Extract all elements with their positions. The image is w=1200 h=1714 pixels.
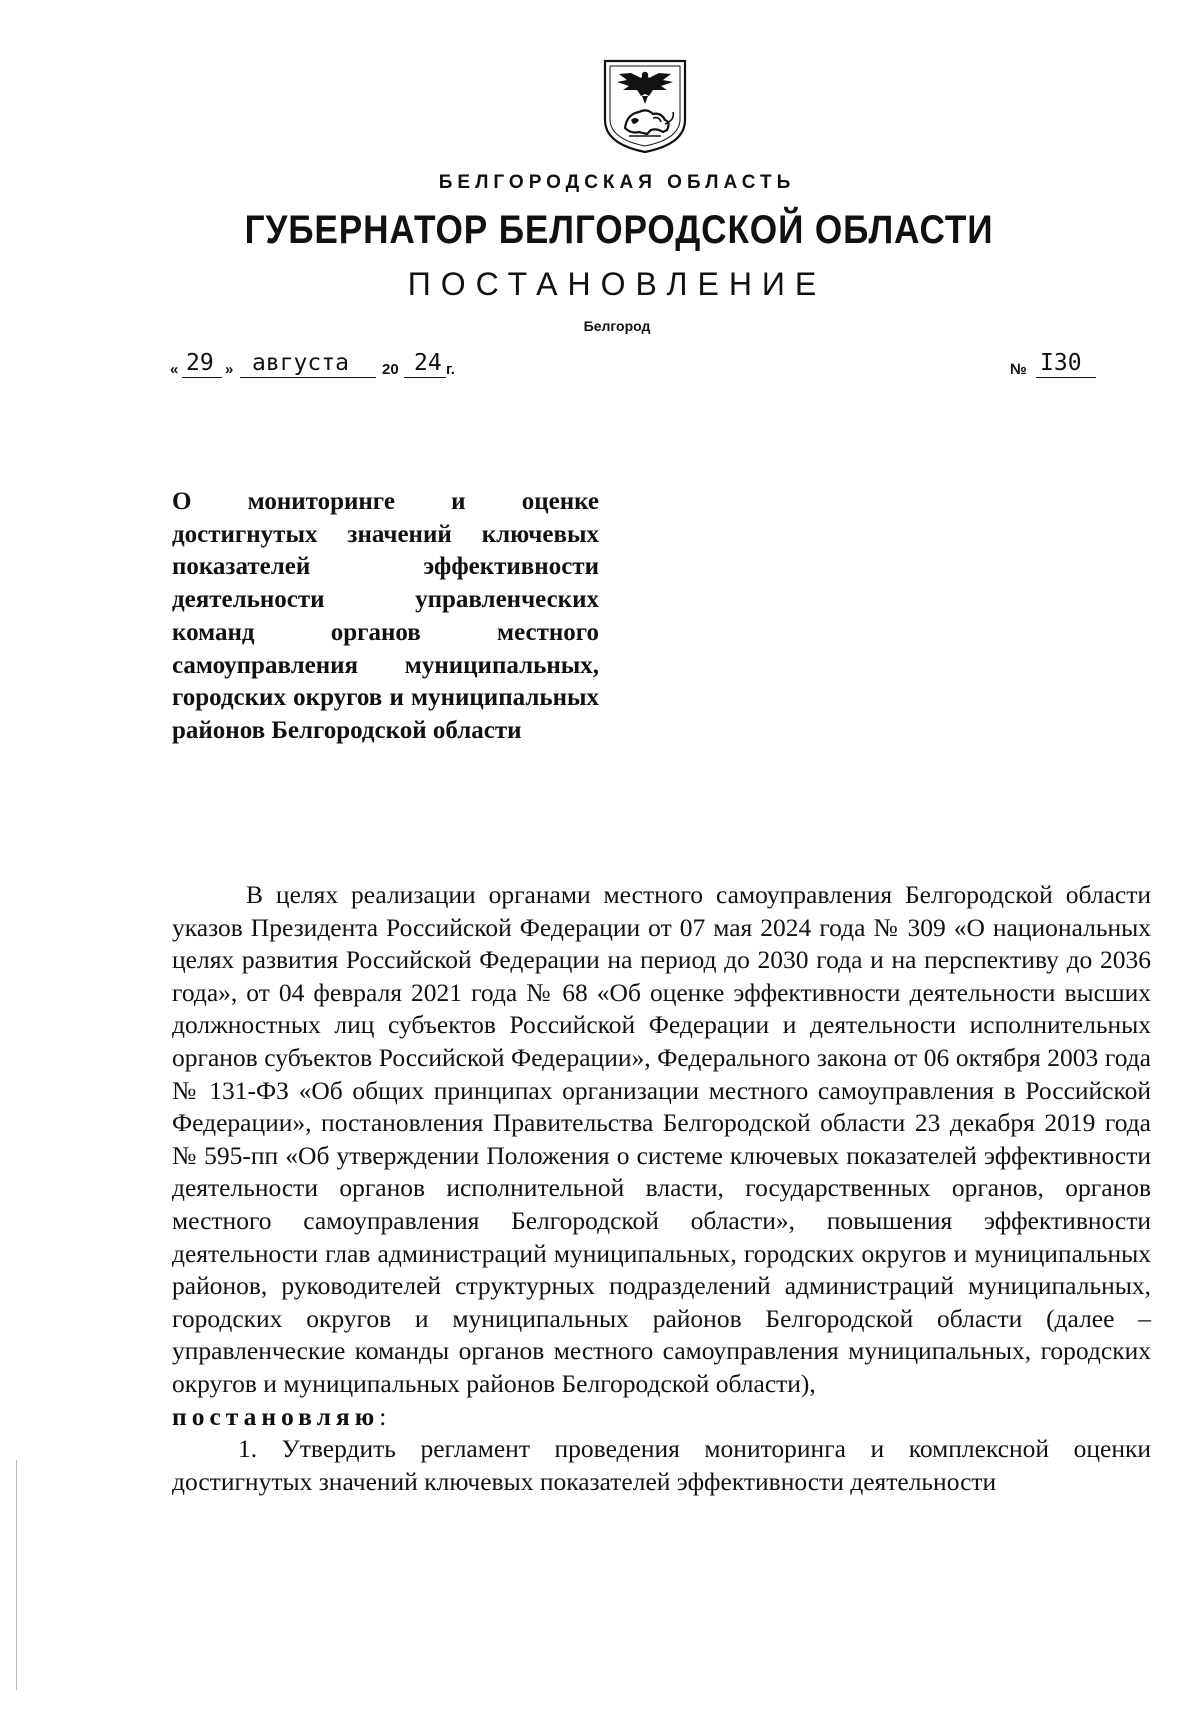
decree-word: постановляю <box>172 1401 380 1431</box>
decree-line <box>172 1401 1151 1434</box>
quote-close: » <box>225 361 234 378</box>
document-number: I30 <box>1040 350 1082 376</box>
city-name: Белгород <box>583 318 651 334</box>
year-underline <box>404 377 446 378</box>
document-title: О мониторинге и оценке достигнутых значений ключевых показателей эффективности деятельности управленческих команд органов местного самоуправления муниципальных, городских округов и муниципальных районов Белгородской области <box>172 488 599 744</box>
day-underline <box>182 377 222 378</box>
date-month: августа <box>252 350 349 376</box>
decree-colon: : <box>379 1401 387 1431</box>
date-century: 20 <box>382 361 399 378</box>
quote-open: « <box>170 361 179 378</box>
preamble-text: В целях реализации органами местного самоуправления Белгородской области указов Президента Российской Федерации от 07 мая 2024 года № 309 «О национальных целях развития Российской Федерации на период до 2030 года и на перспективу до 2036 года», от 04 февраля 2021 года № 68 «Об оценке эффективности деятельности высших должностных лиц субъектов Российской Федерации и деятельности исполнительных органов субъектов Российской Федерации», Федерального закона от 06 октября 2003 года № 131-ФЗ «Об общих принципах организации местного самоуправления в Российской Федерации», постановления Правительства Белгородской области 23 декабря 2019 года № 595-пп «Об утверждении Положения о системе ключевых показателей эффективности деятельности органов исполнительной власти, государственных органов, органов местного самоуправления Белгородской области», повышения эффективности деятельности глав администраций муниципальных, городских округов и муниципальных районов, руководителей структурных подразделений администраций муниципальных, городских округов и муниципальных районов Белгородской области (далее – управленческие команды органов местного самоуправления муниципальных, городских округов и муниципальных районов Белгородской области), <box>172 880 1151 1398</box>
document-body <box>172 879 1151 1498</box>
number-label: № <box>1010 361 1027 378</box>
authority-title: ГУБЕРНАТОР БЕЛГОРОДСКОЙ ОБЛАСТИ <box>244 208 994 252</box>
scan-edge-mark <box>16 1460 17 1690</box>
date-day: 29 <box>186 350 214 376</box>
year-suffix: г. <box>446 361 455 378</box>
coat-of-arms-emblem <box>601 58 689 154</box>
region-name: БЕЛГОРОДСКАЯ ОБЛАСТЬ <box>438 172 796 193</box>
number-underline <box>1036 377 1096 378</box>
preamble-paragraph <box>172 879 1151 1401</box>
item-1-paragraph <box>172 1433 1151 1498</box>
month-underline <box>240 377 376 378</box>
dateline <box>170 344 1130 378</box>
item-1-text: 1. Утвердить регламент проведения мониторинга и комплексной оценки достигнутых значений ключевых показателей эффективности деятельности <box>172 1434 1151 1496</box>
document-type: ПОСТАНОВЛЕНИЕ <box>407 266 827 302</box>
date-year: 24 <box>414 350 442 376</box>
